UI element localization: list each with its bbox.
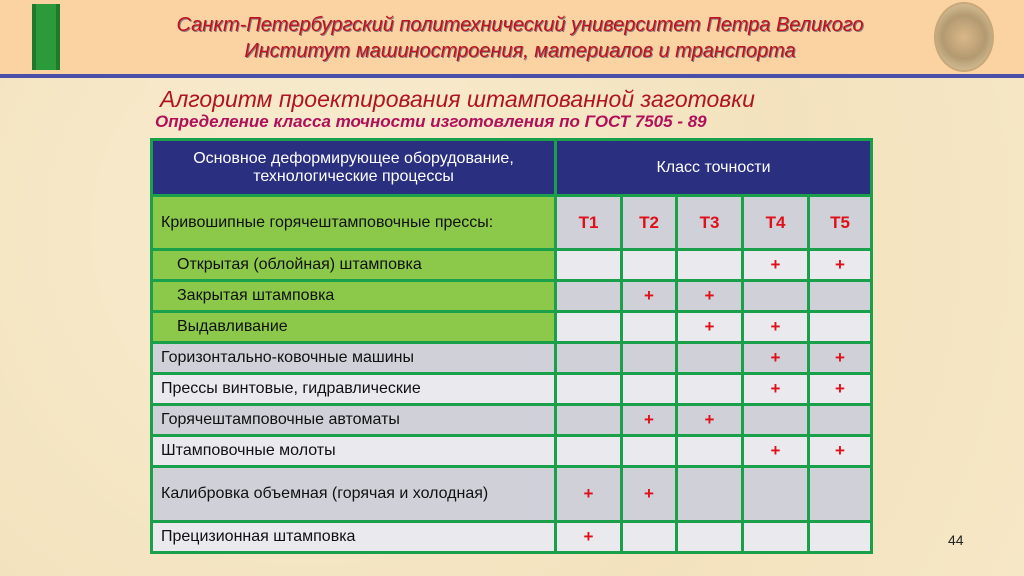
class-cell-t1 [556,436,622,467]
row-label: Горизонтально-ковочные машины [152,343,556,374]
class-cell-t5 [809,281,872,312]
table-row [152,343,872,374]
class-cell-t5: + [809,343,872,374]
class-cell-t2 [622,436,677,467]
class-cell-t3 [677,522,743,553]
university-name: Санкт-Петербургский политехнический университет Петра Великого [176,14,864,36]
class-t3: Т3 [677,196,743,250]
accuracy-class-table [150,138,873,554]
class-t4: Т4 [743,196,809,250]
table-row [152,374,872,405]
class-cell-t5: + [809,436,872,467]
class-cell-t3 [677,343,743,374]
class-cell-t2: + [622,405,677,436]
table-row [152,436,872,467]
class-cell-t3: + [677,281,743,312]
class-cell-t4: + [743,436,809,467]
class-t5: Т5 [809,196,872,250]
class-cell-t4 [743,467,809,522]
class-cell-t4: + [743,374,809,405]
class-cell-t4 [743,522,809,553]
table-row [152,467,872,522]
table-row [152,250,872,281]
class-cell-t3 [677,467,743,522]
class-cell-t5: + [809,374,872,405]
row-label: Выдавливание [152,312,556,343]
slide-title: Алгоритм проектирования штампованной заготовки [160,86,755,112]
class-cell-t2 [622,250,677,281]
class-cell-t4: + [743,343,809,374]
table-row [152,405,872,436]
class-t2: Т2 [622,196,677,250]
class-cell-t1 [556,405,622,436]
class-cell-t2 [622,522,677,553]
table-row [152,522,872,553]
class-cell-t4: + [743,250,809,281]
class-cell-t1 [556,374,622,405]
class-cell-t3: + [677,312,743,343]
row-label: Закрытая штамповка [152,281,556,312]
class-t1: Т1 [556,196,622,250]
row-label: Прессы винтовые, гидравлические [152,374,556,405]
university-logo [32,4,60,70]
class-cell-t3 [677,436,743,467]
class-cell-t5 [809,312,872,343]
row-label: Калибровка объемная (горячая и холодная) [152,467,556,522]
class-cell-t2: + [622,281,677,312]
slide-subtitle: Определение класса точности изготовления по ГОСТ 7505 - 89 [155,112,707,131]
class-cell-t1 [556,312,622,343]
class-cell-t1 [556,343,622,374]
class-cell-t2 [622,343,677,374]
institute-name: Институт машиностроения, материалов и транспорта [244,40,796,62]
row-label: Штамповочные молоты [152,436,556,467]
row-label: Горячештамповочные автоматы [152,405,556,436]
page-number: 44 [948,532,964,548]
class-cell-t2: + [622,467,677,522]
class-cell-t3 [677,250,743,281]
class-cell-t2 [622,312,677,343]
class-cell-t1: + [556,467,622,522]
class-cell-t2 [622,374,677,405]
class-cell-t5: + [809,250,872,281]
class-cell-t4 [743,405,809,436]
class-cell-t4 [743,281,809,312]
class-cell-t4: + [743,312,809,343]
class-cell-t3: + [677,405,743,436]
class-cell-t5 [809,405,872,436]
table-row [152,281,872,312]
group-label: Кривошипные горячештамповочные прессы: [152,196,556,250]
row-label: Прецизионная штамповка [152,522,556,553]
class-cell-t5 [809,522,872,553]
row-label: Открытая (облойная) штамповка [152,250,556,281]
class-cell-t1 [556,250,622,281]
class-header: Класс точности [556,140,872,196]
class-cell-t1 [556,281,622,312]
class-cell-t5 [809,467,872,522]
header-divider [0,74,1024,78]
class-cell-t1: + [556,522,622,553]
equipment-header: Основное деформирующее оборудование, технологические процессы [152,140,556,196]
class-cell-t3 [677,374,743,405]
table-row [152,312,872,343]
